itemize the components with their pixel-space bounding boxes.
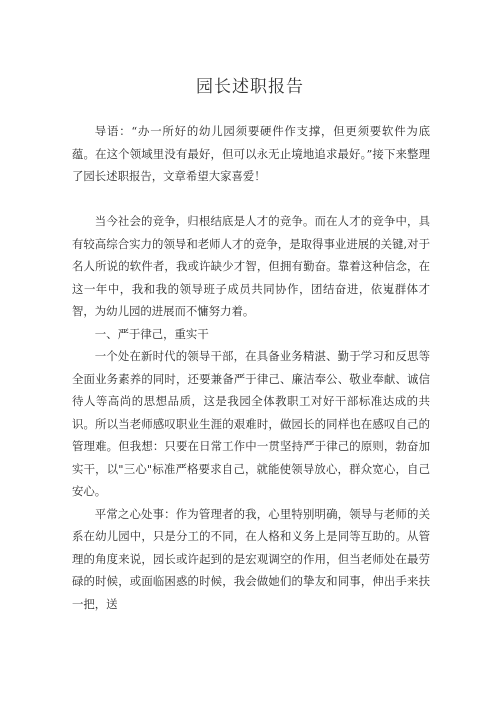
body-paragraph-1: 当今社会的竞争，归根结底是人才的竞争。而在人才的竞争中，具有较高综合实力的领导和老师人才的竞争，是取得事业进展的关键,对于名人所说的软件者，我或许缺少才智，但拥有勤奋。靠着这种信念，在这一年中，我和我的领导班子成员共同协作，团结奋进，依嵬群体才智，为幼儿园的进展而不慵努力着。: [72, 214, 430, 318]
intro-block: [72, 120, 430, 188]
body-paragraph-2: 一个处在新时代的领导干部，在具备业务精湛、勤于学习和反思等全面业务素养的同时，还要兼备严于律己、廉洁奉公、敬业奉献、诚信待人等高尚的思想品质，这是我园全体教职工对好干部标准达成的共识。所以当老师感叹职业生涯的艰难时，做园长的同样也在感叹自己的管理难。但我想：只要在日常工作中一贯坚持严于律己的原则，勃奋加实干，以"三心"标准严格要求自己，就能使领导放心，群众宽心，自己安心。: [72, 349, 430, 498]
body-block: [72, 210, 430, 615]
document-title: 园长述职报告: [196, 77, 304, 97]
body-paragraph-3: 平常之心处事：作为管理者的我，心里特别明确，领导与老师的关系在幼儿园中，只是分工的不同，在人格和义务上是同等互助的。从管理的角度来说，园长或许起到的是宏观调空的作用，但当老师处在最劳碌的时候，或面临困惑的时候，我会做她们的挚友和同事，伸出手来扶一把，送: [72, 506, 430, 611]
intro-paragraph: 导语：“办一所好的幼儿园须要硬件作支撑，但更须要软件为底蕴。在这个领域里没有最好，但可以永无止境地追求最好。”接下来整理了园长述职报告，文章希望大家喜爱！: [72, 124, 430, 183]
section-heading: 一、严于律己，重实干: [94, 326, 209, 341]
